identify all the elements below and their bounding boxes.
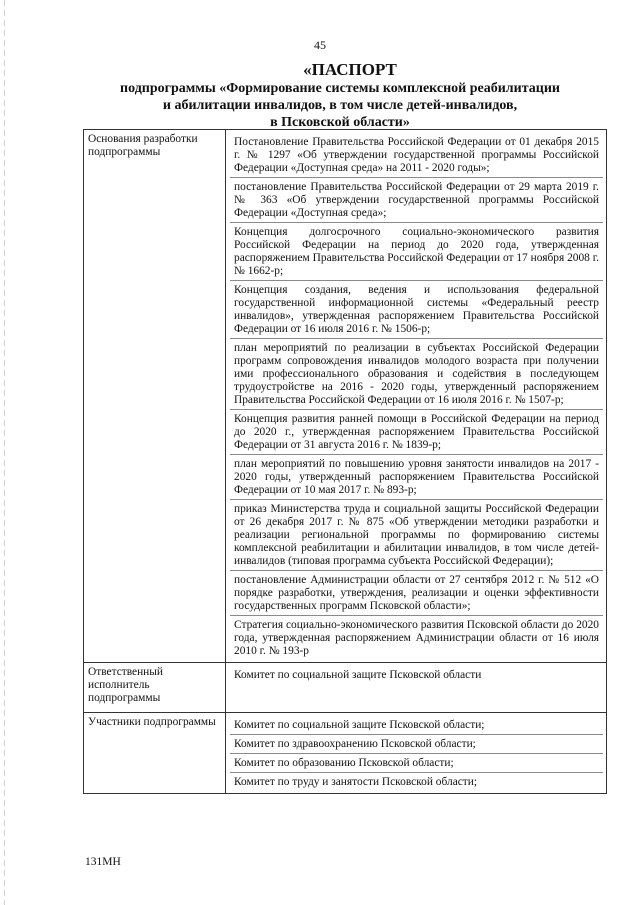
table-row-participants <box>84 713 607 794</box>
title-line-4: в Псковской области» <box>270 115 410 130</box>
basis-item: постановление Правительства Российской Федерации от 29 марта 2019 г. № 363 «Об утверждении государственной программы Российской Федерации «Доступная среда»; <box>230 177 603 222</box>
page-number: 45 <box>314 38 326 52</box>
executor-item: Комитет по социальной защите Псковской области <box>234 669 482 681</box>
participant-item: Комитет по образованию Псковской области; <box>230 753 603 772</box>
document-title <box>60 60 620 131</box>
row-label-executor: Ответственный исполнитель подпрограммы <box>84 663 226 713</box>
basis-item: Концепция создания, ведения и использования федеральной государственной информационной системы «Федеральный реестр инвалидов», утвержденная распоряжением Правительства Российской Федерации от 16 июля 2016 г. № 1506-р; <box>230 280 603 338</box>
scan-edge-line <box>4 0 5 905</box>
row-content-basis <box>226 130 607 663</box>
basis-item: Концепция долгосрочного социально-экономического развития Российской Федерации на период до 2020 года, утвержденная распоряжением Правительства Российской Федерации от 17 ноября 2008 г. № 1662-р; <box>230 222 603 280</box>
basis-item: Стратегия социально-экономического развития Псковской области до 2020 года, утвержденная распоряжением Администрации области от 16 июля 2010 г. № 193-р <box>230 615 603 660</box>
basis-item: план мероприятий по повышению уровня занятости инвалидов на 2017 - 2020 годы, утвержденный распоряжением Правительства Российской Федерации от 10 мая 2017 г. № 893-р; <box>230 454 603 499</box>
title-line-2: подпрограммы «Формирование системы комплексной реабилитации <box>120 81 560 96</box>
participant-item: Комитет по труду и занятости Псковской области; <box>230 772 603 791</box>
passport-table <box>83 129 607 794</box>
basis-item: постановление Администрации области от 27 сентября 2012 г. № 512 «О порядке разработки, утверждения, реализации и оценки эффективности государственных программ Псковской области»; <box>230 570 603 615</box>
row-label-basis: Основания разработки подпрограммы <box>84 130 226 663</box>
title-line-1: «ПАСПОРТ <box>303 60 397 79</box>
basis-item: приказ Министерства труда и социальной защиты Российской Федерации от 26 декабря 2017 г. № 875 «Об утверждении методики разработки и реализации региональной программы по формированию системы комплексной реабилитации и абилитации инвалидов, в том числе детей-инвалидов (типовая программа субъекта Российской Федерации); <box>230 499 603 570</box>
basis-item: план мероприятий по реализации в субъектах Российской Федерации программ сопровождения инвалидов молодого возраста при получении ими профессионального образования и содействия в последующем трудоустройстве на 2016 - 2020 годы, утвержденный распоряжением Правительства Российской Федерации от 16 июля 2016 г. № 1507-р; <box>230 338 603 409</box>
row-label-participants: Участники подпрограммы <box>84 713 226 794</box>
table-row-executor <box>84 663 607 713</box>
title-line-3: и абилитации инвалидов, в том числе детей-инвалидов, <box>162 98 518 113</box>
row-content-participants <box>226 713 607 794</box>
footer-code: 131МН <box>85 856 121 868</box>
participant-item: Комитет по здравоохранению Псковской области; <box>230 734 603 753</box>
basis-item: Постановление Правительства Российской Федерации от 01 декабря 2015 г. № 1297 «Об утверждении государственной программы Российской Федерации «Доступная среда» на 2011 - 2020 годы»; <box>234 136 599 174</box>
row-content-executor <box>226 663 607 713</box>
basis-item: Концепция развития ранней помощи в Российской Федерации на период до 2020 г., утвержденная распоряжением Правительства Российской Федерации от 31 августа 2016 г. № 1839-р; <box>230 409 603 454</box>
participant-item: Комитет по социальной защите Псковской области; <box>234 719 485 731</box>
table-row-basis <box>84 130 607 663</box>
